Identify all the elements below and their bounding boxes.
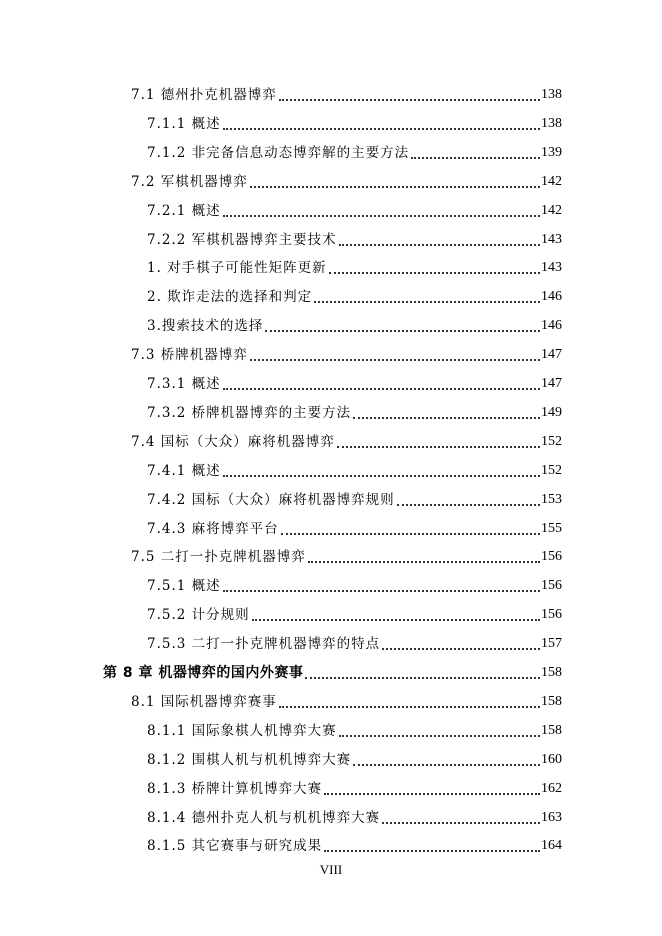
toc-entry-title: 第 8 章 机器博弈的国内外赛事 [103, 665, 304, 681]
toc-entry-page: 142 [541, 173, 562, 189]
toc-entry[interactable] [147, 799, 562, 827]
toc-entry[interactable] [147, 192, 562, 220]
toc-entry[interactable] [131, 163, 562, 191]
toc-entry-title: 7.1.2 非完备信息动态博弈解的主要方法 [147, 144, 410, 161]
toc-entry[interactable] [131, 538, 562, 566]
toc-entry[interactable] [147, 712, 562, 740]
toc-entry-page: 158 [541, 693, 562, 709]
toc-entry[interactable] [147, 625, 562, 653]
toc-entry-title: 7.5.2 计分规则 [147, 607, 250, 624]
toc-entry-page: 157 [541, 636, 562, 652]
toc-entry[interactable] [147, 365, 562, 393]
toc-entry-page: 143 [541, 260, 562, 276]
toc-entry-page: 153 [541, 491, 562, 507]
dot-leader [265, 330, 540, 332]
dot-leader [397, 504, 540, 506]
toc-entry-page: 139 [541, 144, 562, 160]
dot-leader [252, 619, 540, 621]
toc-entry-page: 147 [541, 376, 562, 391]
toc-entry-title: 8.1.1 国际象棋人机博弈大赛 [147, 722, 337, 739]
dot-leader [382, 822, 540, 824]
toc-entry-page: 146 [541, 289, 562, 305]
dot-leader [337, 446, 540, 448]
toc-entry-title: 7.2.2 军棋机器博弈主要技术 [147, 231, 337, 248]
toc-entry-page: 162 [541, 780, 562, 796]
toc-entry-title: 7.1 德州扑克机器博弈 [131, 87, 277, 103]
toc-entry-title: 8.1 国际机器博弈赛事 [131, 693, 277, 710]
toc-entry[interactable] [131, 336, 562, 364]
toc-entry-title: 7.3.2 桥牌机器博弈的主要方法 [147, 404, 352, 421]
dot-leader [353, 764, 540, 766]
dot-leader [339, 735, 540, 737]
toc-entry-title: 7.4.1 概述 [147, 462, 221, 479]
toc-entry[interactable] [147, 567, 562, 595]
toc-entry-page: 142 [541, 202, 562, 218]
toc-entry-title: 7.4.3 麻将博弈平台 [147, 520, 279, 537]
toc-entry-page: 143 [541, 231, 562, 247]
toc-entry[interactable] [147, 827, 562, 855]
dot-leader [339, 244, 540, 246]
toc-entry[interactable] [147, 307, 562, 335]
dot-leader [411, 157, 540, 159]
toc-entry[interactable] [147, 105, 562, 133]
dot-leader [308, 561, 540, 563]
toc-entry-title: 8.1.5 其它赛事与研究成果 [147, 838, 323, 855]
toc-entry-title: 7.2 军棋机器博弈 [131, 173, 248, 190]
toc-entry[interactable] [147, 596, 562, 624]
toc-entry[interactable] [131, 683, 562, 711]
toc-entry[interactable] [131, 76, 562, 104]
toc-entry[interactable] [147, 221, 562, 249]
toc-entry-page: 138 [541, 87, 562, 102]
dot-leader [329, 272, 540, 274]
toc-entry-page: 160 [541, 751, 562, 767]
toc-entry-title: 8.1.2 围棋人机与机机博弈大赛 [147, 751, 352, 768]
dot-leader [281, 533, 540, 535]
toc-entry-title: 1. 对手棋子可能性矩阵更新 [147, 260, 327, 277]
toc-entry[interactable] [147, 481, 562, 509]
toc-entry-title: 7.4 国标（大众）麻将机器博弈 [131, 433, 335, 450]
toc-entry-title: 7.5 二打一扑克牌机器博弈 [131, 549, 306, 566]
dot-leader [250, 186, 540, 188]
toc-entry-title: 2. 欺诈走法的选择和判定 [147, 289, 313, 306]
toc-entry-page: 163 [541, 809, 562, 825]
toc-entry[interactable] [147, 510, 562, 538]
toc-entry-title: 8.1.3 桥牌计算机博弈大赛 [147, 780, 323, 797]
toc-entry[interactable] [147, 770, 562, 798]
toc-entry-page: 156 [541, 549, 562, 565]
toc-entry[interactable] [147, 134, 562, 162]
dot-leader [279, 99, 540, 101]
toc-entry[interactable] [131, 423, 562, 451]
dot-leader [223, 475, 540, 477]
toc-entry-page: 149 [541, 404, 562, 420]
dot-leader [223, 590, 540, 592]
toc-entry[interactable] [147, 452, 562, 480]
toc-entry-page: 164 [541, 838, 562, 854]
dot-leader [305, 677, 540, 679]
dot-leader [223, 128, 540, 130]
toc-entry-title: 7.5.3 二打一扑克牌机器博弈的特点 [147, 636, 381, 653]
toc-entry-page: 152 [541, 462, 562, 478]
dot-leader [382, 648, 540, 650]
toc-entry-title: 7.5.1 概述 [147, 578, 221, 595]
dot-leader [314, 301, 540, 303]
toc-entry-page: 156 [541, 578, 562, 594]
toc-entry-page: 158 [541, 722, 562, 738]
toc-entry-title: 3.搜索技术的选择 [147, 318, 264, 335]
toc-entry-page: 155 [541, 520, 562, 536]
toc-entry-title: 8.1.4 德州扑克人机与机机博弈大赛 [147, 809, 381, 826]
toc-entry-page: 146 [541, 318, 562, 334]
dot-leader [324, 793, 540, 795]
toc-entry[interactable] [147, 278, 562, 306]
toc-entry-title: 7.4.2 国标（大众）麻将机器博弈规则 [147, 491, 395, 508]
dot-leader [324, 850, 540, 852]
dot-leader [353, 417, 540, 419]
dot-leader [279, 706, 540, 708]
toc-entry-title: 7.3.1 概述 [147, 376, 221, 392]
toc-entry-title: 7.1.1 概述 [147, 115, 221, 132]
page-number: VIII [319, 862, 343, 877]
toc-entry[interactable] [147, 741, 562, 769]
dot-leader [223, 388, 540, 390]
dot-leader [223, 215, 540, 217]
toc-entry-page: 156 [541, 607, 562, 623]
toc-entry-title: 7.2.1 概述 [147, 202, 221, 219]
toc-entry[interactable] [147, 394, 562, 422]
toc-entry-page: 152 [541, 433, 562, 449]
toc-entry-page: 147 [541, 347, 562, 363]
dot-leader [250, 359, 540, 361]
toc-entry-page: 138 [541, 115, 562, 131]
toc-entry[interactable] [103, 654, 562, 682]
toc-entry-title: 7.3 桥牌机器博弈 [131, 347, 248, 364]
toc-entry[interactable] [147, 249, 562, 277]
toc-entry-page: 158 [541, 665, 562, 680]
